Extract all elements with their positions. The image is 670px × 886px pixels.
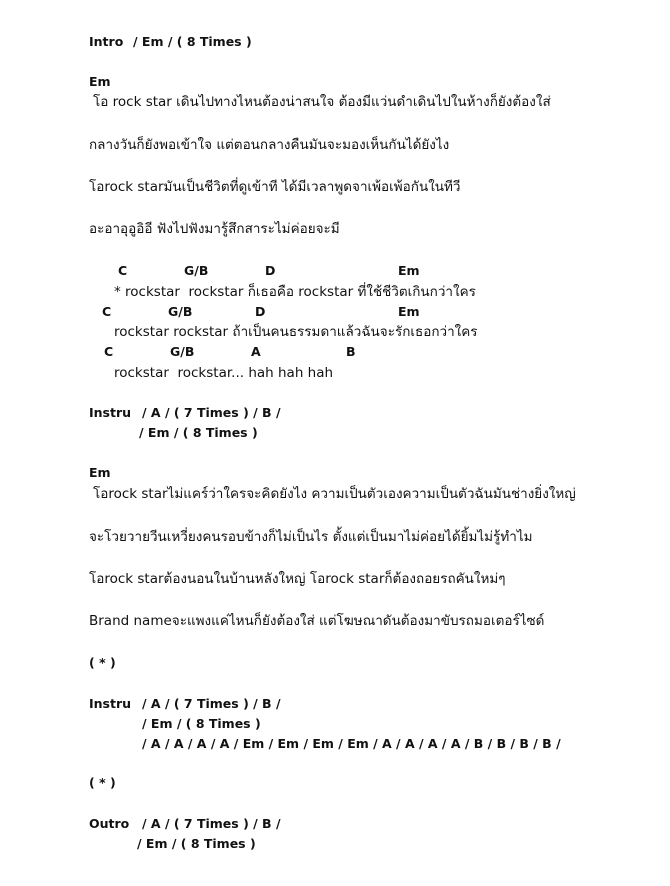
chorus-chord: C — [118, 263, 128, 278]
chorus-chord: D — [255, 304, 266, 319]
chorus-line-1: * rockstar rockstar ก็เธอคือ rockstar ที่ใช้ชีวิตเกินกว่าใคร — [114, 284, 476, 300]
instru2-line-1: / A / ( 7 Times ) / B / — [142, 696, 281, 711]
chorus-chord: G/B — [168, 304, 193, 319]
verse2-line-3: โอrock starต้องนอนในบ้านหลังใหญ่ โอrock starก็ต้องถอยรถคันใหม่ๆ — [89, 571, 506, 587]
instru2-label: Instru — [89, 696, 132, 711]
verse2-line-1: โอrock starไม่แคร์ว่าใครจะคิดยังไง ความเป็นตัวเองความเป็นตัวฉันมันช่างยิ่งใหญ่ — [93, 486, 576, 502]
chorus-chord: D — [265, 263, 276, 278]
chorus-chord: C — [102, 304, 112, 319]
verse2-line-4: Brand nameจะแพงแค่ไหนก็ยังต้องใส่ แต่โฆษณาดันต้องมาขับรถมอเตอร์ไซด์ — [89, 613, 545, 629]
verse1-line-2: กลางวันก็ยังพอเข้าใจ แต่ตอนกลางคืนมันจะมองเห็นกันได้ยังไง — [89, 137, 450, 153]
outro-line-2: / Em / ( 8 Times ) — [137, 836, 256, 851]
outro-label: Outro — [89, 816, 130, 831]
chorus-chord: A — [251, 344, 261, 359]
verse1-line-3: โอrock starมันเป็นชีวิตที่ดูเข้าที ได้มีเวลาพูดจาเพ้อเพ้อกันในทีวี — [89, 179, 461, 195]
verse2-line-2: จะโวยวายวีนเหวี่ยงคนรอบข้างก็ไม่เป็นไร ตั้งแต่เป็นมาไม่ค่อยได้ยิ้มไม่รู้ทำไม — [89, 529, 533, 545]
chorus-line-2: rockstar rockstar ถ้าเป็นคนธรรมดาแล้วฉันจะรักเธอกว่าใคร — [114, 324, 478, 340]
chorus-chord: G/B — [170, 344, 195, 359]
chorus-chord: C — [104, 344, 114, 359]
intro-pattern: / Em / ( 8 Times ) — [133, 34, 252, 49]
verse1-line-1: โอ rock star เดินไปทางไหนต้องน่าสนใจ ต้องมีแว่นดำเดินไปในห้างก็ยังต้องใส่ — [93, 94, 551, 110]
chorus-chord: Em — [398, 304, 420, 319]
chorus-repeat-1: ( * ) — [89, 655, 116, 670]
outro-line-1: / A / ( 7 Times ) / B / — [142, 816, 281, 831]
verse1-line-4: อะอาอุอูอิอี ฟังไปฟังมารู้สึกสาระไม่ค่อยจะมี — [89, 221, 340, 237]
chorus-chord: G/B — [184, 263, 209, 278]
chorus-line-3: rockstar rockstar... hah hah hah — [114, 365, 334, 381]
instru1-line-2: / Em / ( 8 Times ) — [139, 425, 258, 440]
chorus-repeat-2: ( * ) — [89, 775, 116, 790]
chorus-chord: B — [346, 344, 356, 359]
instru2-line-2: / Em / ( 8 Times ) — [142, 716, 261, 731]
verse2-chord: Em — [89, 465, 111, 480]
instru2-line-3: / A / A / A / A / Em / Em / Em / Em / A / A / A / A / B / B / B / B / — [142, 736, 561, 751]
instru1-line-1: / A / ( 7 Times ) / B / — [142, 405, 281, 420]
verse1-chord: Em — [89, 74, 111, 89]
intro-label: Intro — [89, 34, 124, 49]
instru1-label: Instru — [89, 405, 132, 420]
chorus-chord: Em — [398, 263, 420, 278]
